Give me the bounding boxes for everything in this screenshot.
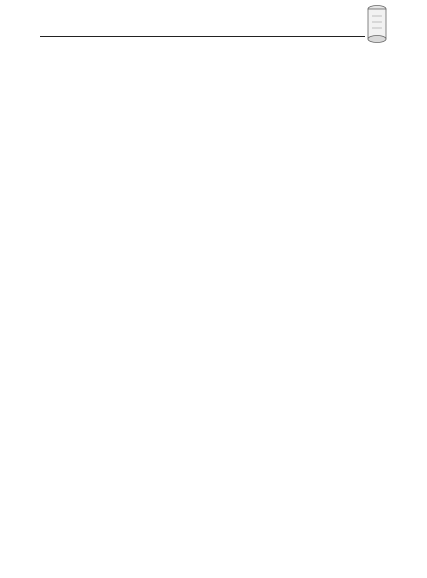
scroll-icon	[366, 4, 388, 44]
page-body	[48, 51, 383, 98]
section-heading	[48, 69, 383, 83]
running-header	[40, 20, 365, 37]
